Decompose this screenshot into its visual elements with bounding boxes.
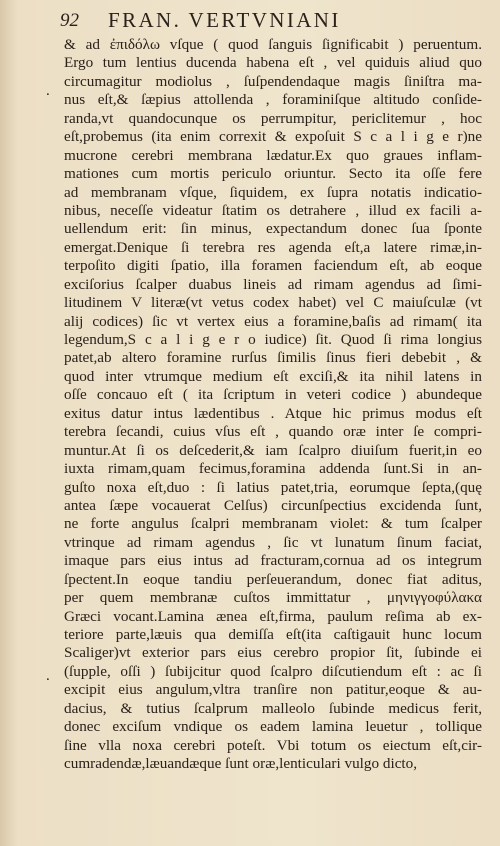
page-header <box>60 8 480 34</box>
text-line: antea ſæpe vocauerat Celſus) circunſpectius excidenda ſunt, <box>64 496 482 514</box>
text-line: randa,vt quandocunque os perrumpitur, periclitemur , hoc <box>64 109 482 127</box>
text-line: donec exciſum vndique os eadem lamina leuetur , tollique <box>64 718 482 736</box>
text-line: Ergo tum lentius ducenda habena eſt , vel quiduis aliud quo <box>64 54 482 72</box>
text-line: dacius, & tutius ſcalprum malleolo ſubinde medicus ferit, <box>64 699 482 717</box>
text-line: terpoſito digiti ſpatio, illa foramen faciendum eſt, ab eoque <box>64 257 482 275</box>
text-line: guſto noxa eſt,duo : ſi latius patet,tria, eorumque ſepta,(quę <box>64 478 482 496</box>
text-line: cumradendæ,læuandæque ſunt oræ,lenticulari vulgo dicto, <box>64 755 418 773</box>
text-line: mucrone cerebri membrana lædatur.Ex quo graues inflam- <box>64 146 482 164</box>
text-line: per quem membranæ cuſtos immittatur , μηνιγγοφύλακα <box>64 589 482 607</box>
text-line: emergat.Denique ſi terebra res agenda eſt,a latere rimæ,in- <box>64 238 482 256</box>
text-line: alij codices) ſic vt vertex eius a foramine,baſis ad rimam( ita <box>64 312 482 330</box>
text-line: Scaliger)vt exterior pars eius cerebro propior ſit, ſubinde ei <box>64 644 482 662</box>
text-line: iuxta rimam,quam fecimus,foramina addenda ſunt.Si in an- <box>64 460 482 478</box>
text-line: patet,ab altero foramine rurſus ſimilis ſinus fieri debebit , & <box>64 349 482 367</box>
page-number: 92 <box>60 10 79 31</box>
text-line: eſt,probemus (ita enim correxit & expoſuit S c a l i g e r)ne <box>64 128 482 146</box>
text-line: exciſorius ſcalper duabus lineis ad rimam agendus ad ſimi- <box>64 275 482 293</box>
running-head: FRAN. VERTVNIANI <box>108 8 341 32</box>
margin-mark: . <box>46 83 50 99</box>
text-line: ſine vlla noxa cerebri poteſt. Vbi totum os eiectum eſt,cir- <box>64 736 482 754</box>
margin-mark: . <box>46 668 50 684</box>
body-text <box>64 36 482 774</box>
text-line: quod inter vtrumque medium eſt exciſi,& ita nihil latens in <box>64 367 482 385</box>
text-line: exitus datur intus lædentibus . Atque hic primus modus eſt <box>64 404 482 422</box>
text-line: uellendum erit: ſin minus, expectandum donec ſua ſponte <box>64 220 482 238</box>
text-line: vtrinque ad rimam agendus , ſic vt lunatum ſinum faciat, <box>64 533 482 551</box>
text-line: excipit eius angulum,vltra tranſire non patitur,eoque & au- <box>64 681 482 699</box>
text-line: terebra ſecandi, cuius vſus eſt , quando oræ inter ſe compri- <box>64 423 482 441</box>
text-line: (ſupple, oſſi ) ſubijcitur quod ſcalpro diſcutiendum eſt : ac ſi <box>64 662 482 680</box>
text-line: imaque pars eius intus ad fracturam,cornua ad os integrum <box>64 552 482 570</box>
text-line: Græci vocant.Lamina ænea eſt,firma, paulum reſima ab ex- <box>64 607 482 625</box>
text-line: ſpectent.In eoque tandiu perſeuerandum, donec fiat aditus, <box>64 570 482 588</box>
text-line: muntur.At ſi os deſcederit,& iam ſcalpro diuiſum fuerit,in eo <box>64 441 482 459</box>
text-line: ad membranam vſque, ſiquidem, ex ſupra notatis indicatio- <box>64 183 482 201</box>
text-line: litudinem V literæ(vt vetus codex habet) vel C maiuſculæ (vt <box>64 294 482 312</box>
text-line: circumagitur modiolus , ſuſpendendaque magis ſiniſtra ma- <box>64 72 482 90</box>
text-line: nibus, neceſſe videatur ſtatim os detrahere , illud ex facili a- <box>64 201 482 219</box>
text-line: nus eſt,& ſæpius attollenda , foraminiſque altitudo conſide- <box>64 91 482 109</box>
text-line: mationes cum mortis periculo oriuntur. Secto ita oſſe fere <box>64 165 482 183</box>
text-line: oſſe concauo eſt ( ita ſcriptum in veteri codice ) abundeque <box>64 386 482 404</box>
text-line: legendum,S c a l i g e r o iudice) ſit. Quod ſi rima longius <box>64 331 482 348</box>
text-line: teriore parte,læuis qua demiſſa eſt(ita caſtigauit hunc locum <box>64 626 482 643</box>
text-line: & ad ἐπιδόλω vſque ( quod ſanguis ſignificabit ) peruentum. <box>64 36 482 53</box>
text-line: ne forte angulus ſcalpri membranam violet: & tum ſcalper <box>64 515 482 533</box>
